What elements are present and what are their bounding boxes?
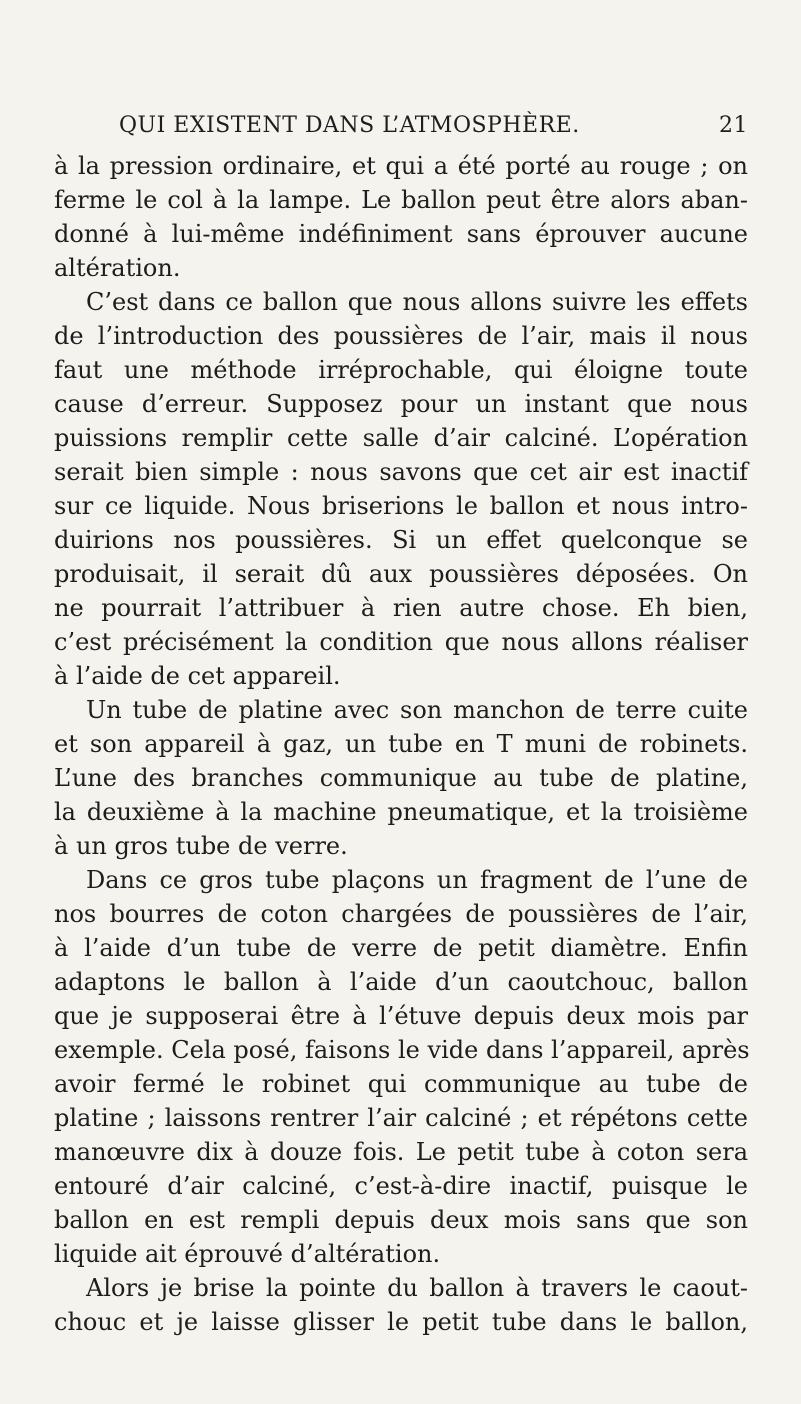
text-line: c’est précisément la condition que nous allons réaliser bbox=[54, 628, 748, 656]
text-line: cause d’erreur. Supposez pour un instant que nous bbox=[54, 390, 748, 418]
text-line: ballon en est rempli depuis deux mois sans que son bbox=[54, 1206, 748, 1234]
text-line: exemple. Cela posé, faisons le vide dans l’appareil, après bbox=[54, 1036, 750, 1064]
text-line: puissions remplir cette salle d’air calciné. L’opération bbox=[54, 424, 748, 452]
text-line: de l’introduction des poussières de l’air, mais il nous bbox=[54, 322, 748, 350]
text-line: entouré d’air calciné, c’est-à-dire inactif, puisque le bbox=[54, 1172, 748, 1200]
text-line: serait bien simple : nous savons que cet air est inactif bbox=[54, 458, 748, 486]
text-line: Un tube de platine avec son manchon de terre cuite bbox=[86, 696, 748, 724]
text-line: manœuvre dix à douze fois. Le petit tube à coton sera bbox=[54, 1138, 748, 1166]
text-line: C’est dans ce ballon que nous allons suivre les effets bbox=[86, 288, 748, 316]
text-line: ne pourrait l’attribuer à rien autre chose. Eh bien, bbox=[54, 594, 748, 622]
text-line: L’une des branches communique au tube de platine, bbox=[54, 764, 748, 792]
text-line: à l’aide d’un tube de verre de petit diamètre. Enfin bbox=[54, 934, 748, 962]
text-line: altération. bbox=[54, 254, 181, 282]
running-header-title: QUI EXISTENT DANS L’ATMOSPHÈRE. bbox=[119, 113, 580, 138]
text-line: Dans ce gros tube plaçons un fragment de l’une de bbox=[86, 866, 748, 894]
text-line: platine ; laissons rentrer l’air calciné ; et répétons cette bbox=[54, 1104, 748, 1132]
text-line: que je supposerai être à l’étuve depuis deux mois par bbox=[54, 1002, 748, 1030]
text-line: Alors je brise la pointe du ballon à travers le caout- bbox=[86, 1274, 748, 1302]
text-line: adaptons le ballon à l’aide d’un caoutchouc, ballon bbox=[54, 968, 748, 996]
text-line: et son appareil à gaz, un tube en T muni de robinets. bbox=[54, 730, 748, 758]
text-line: nos bourres de coton chargées de poussières de l’air, bbox=[54, 900, 748, 928]
text-line: à la pression ordinaire, et qui a été porté au rouge ; on bbox=[54, 152, 748, 180]
text-line: produisait, il serait dû aux poussières déposées. On bbox=[54, 560, 748, 588]
text-line: la deuxième à la machine pneumatique, et la troisième bbox=[54, 798, 748, 826]
text-line: faut une méthode irréprochable, qui éloigne toute bbox=[54, 356, 748, 384]
text-line: chouc et je laisse glisser le petit tube dans le ballon, bbox=[54, 1308, 748, 1336]
text-line: ferme le col à la lampe. Le ballon peut être alors aban- bbox=[54, 186, 748, 214]
page-number: 21 bbox=[719, 113, 748, 138]
text-line: avoir fermé le robinet qui communique au tube de bbox=[54, 1070, 748, 1098]
text-line: duirions nos poussières. Si un effet quelconque se bbox=[54, 526, 748, 554]
text-line: à l’aide de cet appareil. bbox=[54, 662, 341, 690]
text-line: à un gros tube de verre. bbox=[54, 832, 348, 860]
text-line: sur ce liquide. Nous briserions le ballon et nous intro- bbox=[54, 492, 748, 520]
text-line: liquide ait éprouvé d’altération. bbox=[54, 1240, 441, 1268]
running-header bbox=[54, 113, 748, 143]
text-line: donné à lui-même indéfiniment sans éprouver aucune bbox=[54, 220, 748, 248]
